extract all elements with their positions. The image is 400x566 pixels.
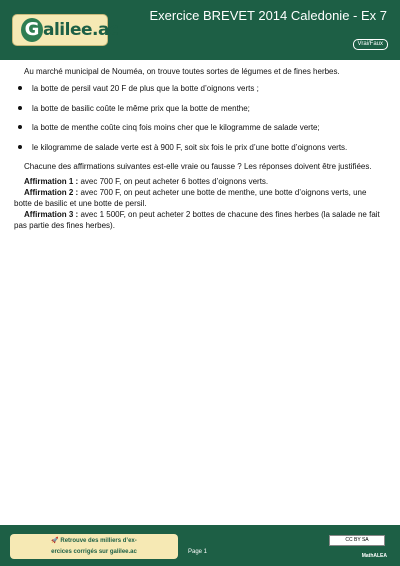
affirmation-text: avec 700 F, on peut acheter 6 bottes d’oignons verts. [78, 177, 269, 186]
logo-text: alilee.ac [43, 20, 119, 40]
affirmation-label: Affirmation 3 : [24, 210, 79, 219]
affirmation-label: Affirmation 1 : [24, 177, 79, 186]
exercise-content [14, 66, 386, 231]
page-number: Page 1 [188, 549, 208, 555]
bullet-icon [18, 145, 22, 149]
affirmation-label: Affirmation 2 : [24, 188, 79, 197]
list-item-text: le kilogramme de salade verte est à 900 F, soit six fois le prix d’une botte d’oignons verts. [32, 142, 348, 152]
true-false-badge: Vrai/Faux [353, 39, 388, 50]
page-footer [0, 525, 400, 566]
bullet-icon [18, 106, 22, 110]
affirmation-text: avec 700 F, on peut acheter une botte de menthe, une botte d’oignons verts, une botte de basilic et une botte de persil. [14, 188, 367, 208]
promo-line-1: 🚀 Retrouve des milliers d’ex- [51, 538, 137, 544]
list-item [14, 122, 386, 133]
list-item [14, 83, 386, 94]
cc-license-icon: CC BY SA [329, 535, 385, 546]
promo-link[interactable] [10, 534, 178, 559]
promo-line-2: ercices corrigés sur galilee.ac [51, 549, 137, 555]
list-item-text: la botte de basilic coûte le même prix que la botte de menthe; [32, 103, 250, 113]
facts-list [14, 83, 386, 153]
galilee-logo[interactable] [12, 14, 119, 46]
intro-text: Au marché municipal de Nouméa, on trouve toutes sortes de légumes et de fines herbes. [24, 67, 340, 76]
affirmation-2 [14, 187, 386, 209]
list-item [14, 103, 386, 114]
list-item-text: la botte de persil vaut 20 F de plus que la botte d’oignons verts ; [32, 84, 259, 93]
logo-g-icon: G [21, 18, 43, 42]
page-header [0, 0, 400, 60]
question-text: Chacune des affirmations suivantes est-elle vraie ou fausse ? Les réponses doivent être justifiées. [24, 162, 372, 171]
license-badge[interactable] [329, 535, 385, 546]
affirmation-3 [14, 209, 386, 231]
bullet-icon [18, 125, 22, 129]
brand-label: MathALEA [361, 553, 387, 559]
affirmation-text: avec 1 500F, on peut acheter 2 bottes de chacune des fines herbes (la salade ne fait pas partie des fines herbes). [14, 210, 380, 230]
list-item [14, 142, 386, 153]
affirmation-1 [14, 176, 386, 187]
exercise-title: Exercice BREVET 2014 Caledonie - Ex 7 [149, 8, 387, 23]
bullet-icon [18, 86, 22, 90]
list-item-text: la botte de menthe coûte cinq fois moins cher que le kilogramme de salade verte; [32, 123, 320, 132]
